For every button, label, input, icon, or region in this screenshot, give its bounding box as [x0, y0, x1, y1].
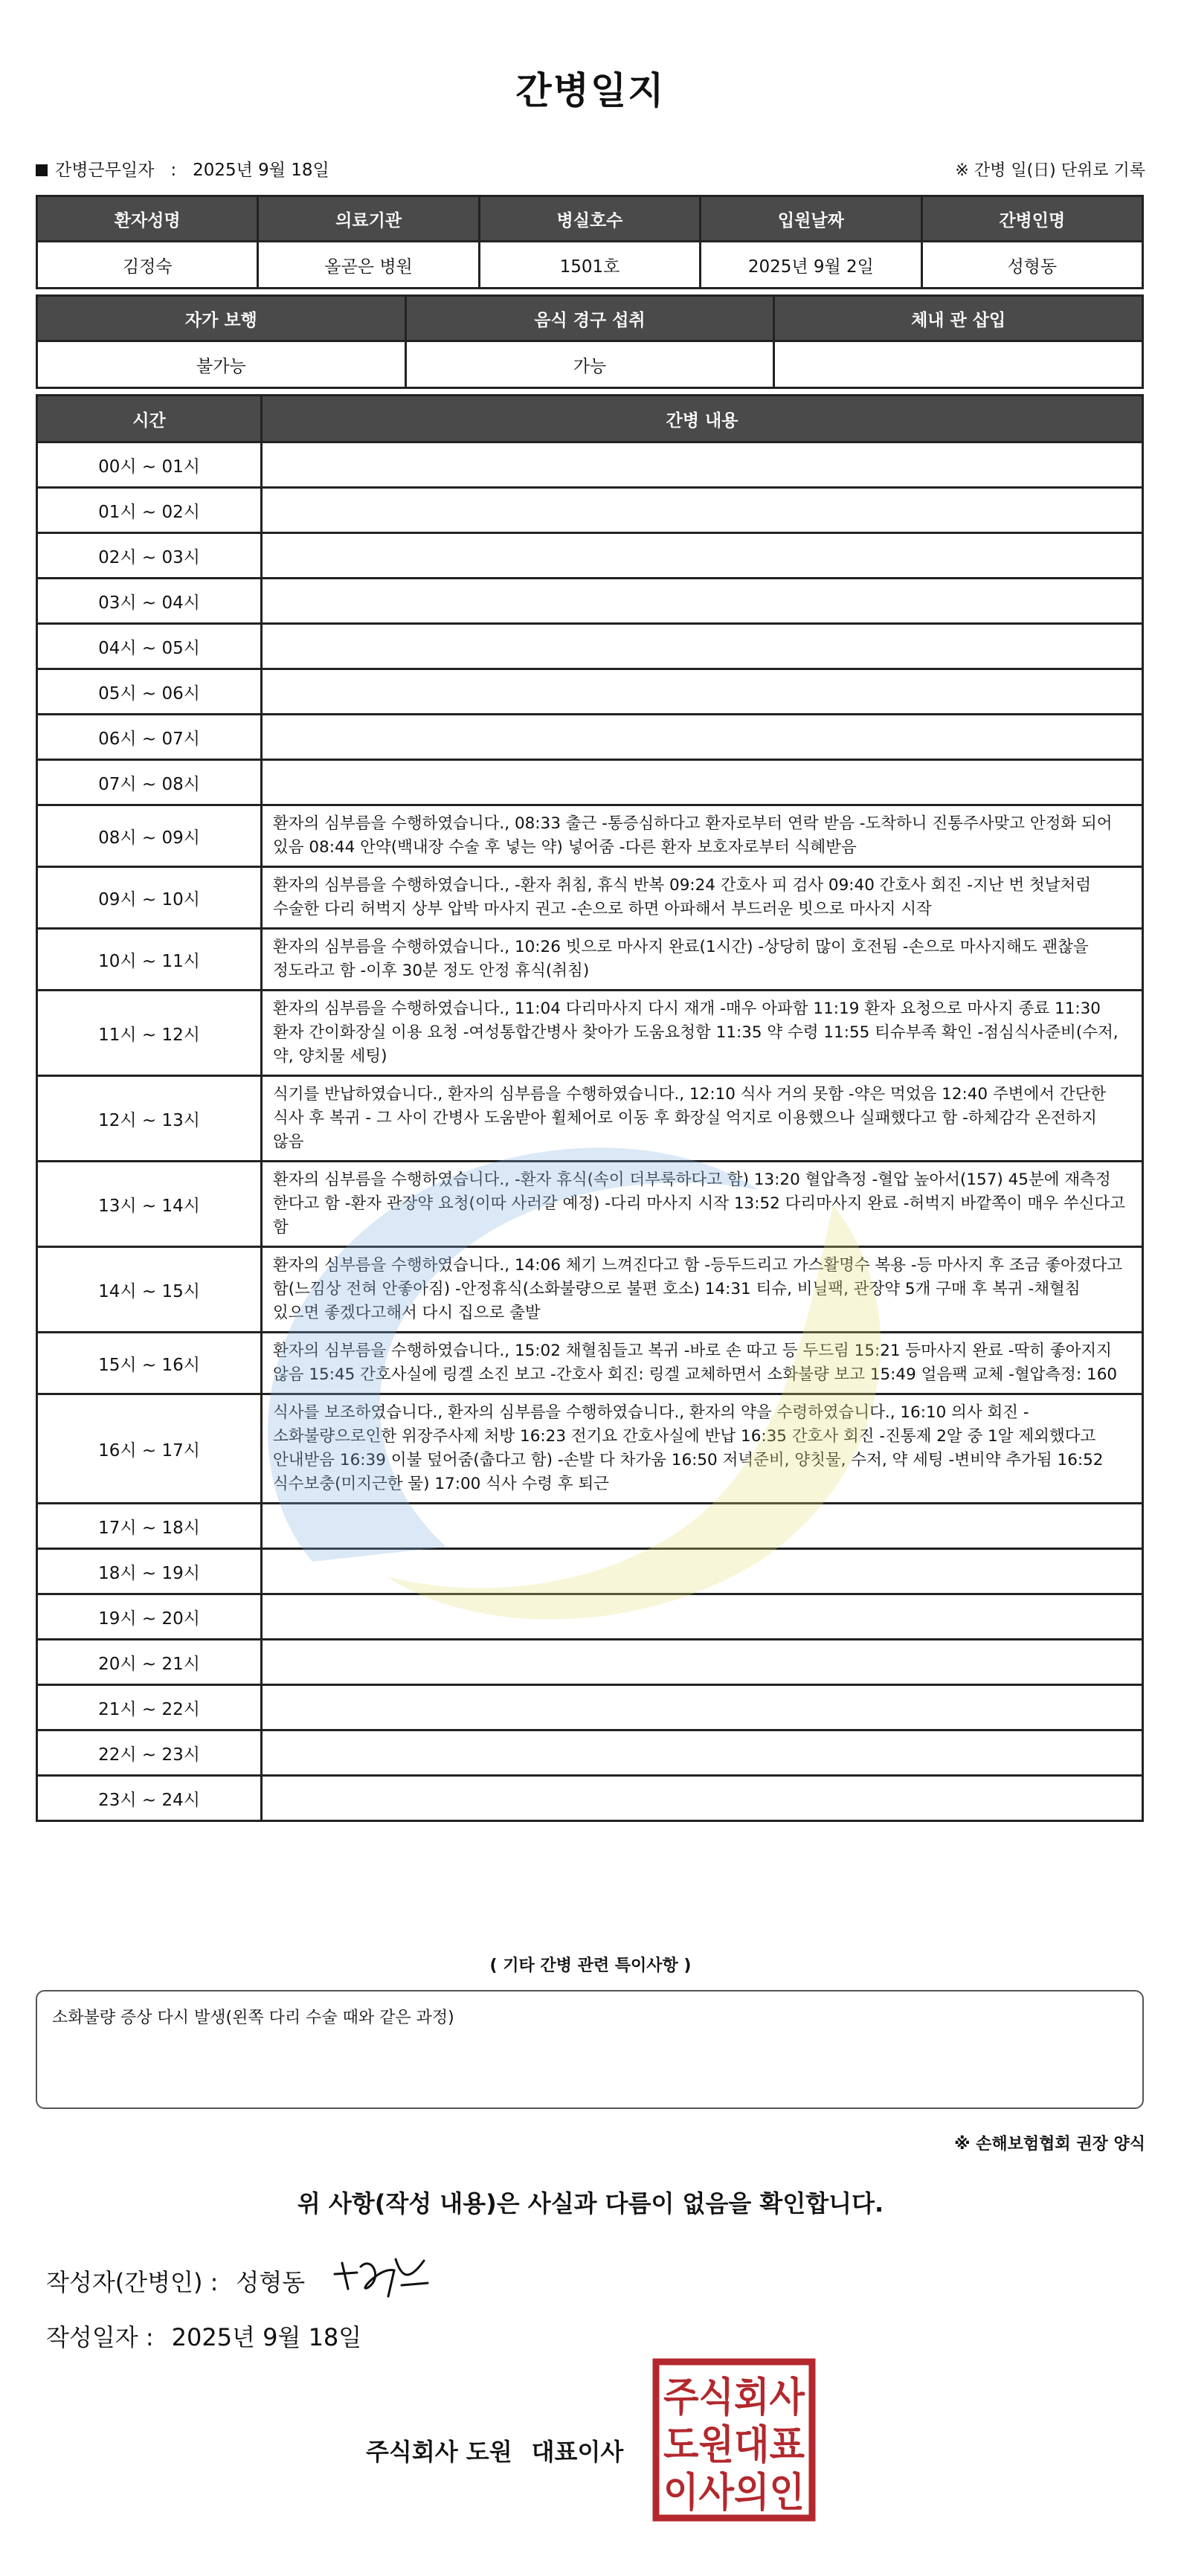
care-log-row [37, 929, 1143, 991]
writer-label: 작성자(간병인) : [46, 2268, 219, 2296]
work-date-value: 2025년 9월 18일 [193, 161, 329, 180]
care-log-row [37, 488, 1143, 533]
care-log-content: 환자의 심부름을 수행하였습니다., 11:04 다리마사지 다시 재개 -매우 아파함 11:19 환자 요청으로 마사지 종료 11:30 환자 간이화장실 이용 요청 -여성통합간병사 찾아가 도움요청함 11:35 약 수령 11:55 티슈부족 확인 -점심식사준비(수저, 약, 양치물 세팅) [262, 991, 1143, 1076]
header-admission-date: 입원날짜 [701, 196, 921, 242]
special-notes-title: ( 기타 간병 관련 특이사항 ) [489, 1957, 692, 1975]
care-log-row [37, 1685, 1143, 1730]
care-log-row [37, 669, 1143, 715]
patient-status-value-row [37, 341, 1143, 388]
care-log-table [36, 394, 1144, 1822]
care-log-row [37, 760, 1143, 805]
care-log-row [37, 867, 1143, 929]
care-log-content [262, 669, 1143, 715]
company-name: 주식회사 도원 [366, 2438, 512, 2466]
care-log-content: 환자의 심부름을 수행하였습니다., 14:06 체기 느껴진다고 함 -등두드리고 가스활명수 복용 -등 마사지 후 조금 좋아졌다고 함(느낌상 전혀 안좋아짐) -안정휴식(소화불량으로 불편 호소) 14:31 티슈, 비닐팩, 관장약 5개 구매 후 복귀 -채혈침 있으면 좋겠다고해서 다시 집으로 출발 [262, 1247, 1143, 1333]
handwritten-signature [327, 2244, 431, 2304]
care-log-time: 07시 ~ 08시 [37, 760, 262, 805]
care-log-row [37, 991, 1143, 1076]
care-log-content [262, 1685, 1143, 1730]
care-log-row [37, 715, 1143, 760]
care-log-row [37, 1549, 1143, 1594]
writer-line [46, 2264, 305, 2298]
company-title: 대표이사 [531, 2438, 624, 2466]
care-log-content [262, 579, 1143, 624]
company-seal-stamp [651, 2357, 817, 2522]
care-log-time: 17시 ~ 18시 [37, 1504, 262, 1549]
written-date-label: 작성일자 : [46, 2323, 154, 2351]
work-date-colon: : [170, 161, 177, 180]
bullet-square-icon [36, 164, 48, 176]
oral-intake-value: 가능 [405, 341, 774, 388]
care-log-time: 01시 ~ 02시 [37, 488, 262, 533]
care-log-time: 16시 ~ 17시 [37, 1394, 262, 1504]
care-log-content [262, 1776, 1143, 1821]
header-caregiver-name: 간병인명 [921, 196, 1142, 242]
care-log-row [37, 1640, 1143, 1685]
care-log-content [262, 442, 1143, 488]
header-tube-insertion: 체내 관 삽입 [774, 296, 1143, 341]
care-log-row [37, 624, 1143, 669]
care-log-content: 환자의 심부름을 수행하였습니다., 08:33 출근 -통증심하다고 환자로부터 연락 받음 -도착하니 진통주사맞고 안정화 되어 있음 08:44 안약(백내장 수술 후 넣는 약) 넣어줌 -다른 환자 보호자로부터 식혜받음 [262, 805, 1143, 867]
record-unit-note: ※ 간병 일(日) 단위로 기록 [955, 161, 1145, 180]
patient-name: 김정숙 [37, 242, 258, 289]
care-log-time: 20시 ~ 21시 [37, 1640, 262, 1685]
care-log-content: 식사를 보조하였습니다., 환자의 심부름을 수행하였습니다., 환자의 약을 수령하였습니다., 16:10 의사 회진 -소화불량으로인한 위장주사제 처방 16:23 전기요 간호사실에 반납 16:35 간호사 회진 -진통제 2알 중 1알 제외했다고 안내받음 16:39 이불 덮어줌(춥다고 함) -손발 다 차가움 16:50 저녁준비, 양칫물, 수저, 약 세팅 -변비약 추가됨 16:52 식수보충(미지근한 물) 17:00 식사 수령 후 퇴근 [262, 1394, 1143, 1504]
care-log-time: 12시 ~ 13시 [37, 1076, 262, 1162]
special-notes-box [36, 1990, 1144, 2109]
care-log-time: 02시 ~ 03시 [37, 533, 262, 579]
patient-info-value-row [37, 242, 1143, 289]
care-log-header-row [37, 396, 1143, 442]
work-date-line [36, 156, 329, 181]
care-log-time: 11시 ~ 12시 [37, 991, 262, 1076]
care-log-content [262, 1640, 1143, 1685]
care-log-content [262, 715, 1143, 760]
care-log-time: 21시 ~ 22시 [37, 1685, 262, 1730]
caregiver-name: 성형동 [921, 242, 1142, 289]
care-log-time: 10시 ~ 11시 [37, 929, 262, 991]
care-log-row [37, 1394, 1143, 1504]
patient-status-header-row [37, 296, 1143, 341]
care-log-row [37, 1247, 1143, 1333]
tube-insertion-value [774, 341, 1143, 388]
care-log-time: 06시 ~ 07시 [37, 715, 262, 760]
room-number: 1501호 [479, 242, 700, 289]
care-log-time: 18시 ~ 19시 [37, 1549, 262, 1594]
care-log-body [37, 442, 1143, 1821]
care-log-time: 08시 ~ 09시 [37, 805, 262, 867]
patient-status-table [36, 294, 1144, 389]
care-log-content [262, 488, 1143, 533]
care-log-content [262, 533, 1143, 579]
seal-line-2: 도원대표 [663, 2421, 805, 2468]
header-room: 병실호수 [479, 196, 700, 242]
header-patient-name: 환자성명 [37, 196, 258, 242]
care-log-row [37, 442, 1143, 488]
header-time: 시간 [37, 396, 262, 442]
care-log-content [262, 1504, 1143, 1549]
confirmation-statement: 위 사항(작성 내용)은 사실과 다름이 없음을 확인합니다. [297, 2189, 884, 2218]
care-log-content [262, 760, 1143, 805]
care-log-content: 환자의 심부름을 수행하였습니다., 10:26 빗으로 마사지 완료(1시간) -상당히 많이 호전됨 -손으로 마사지해도 괜찮을 정도라고 함 -이후 30분 정도 안정 휴식(취침) [262, 929, 1143, 991]
patient-info-header-row [37, 196, 1143, 242]
care-log-time: 14시 ~ 15시 [37, 1247, 262, 1333]
written-date-value: 2025년 9월 18일 [171, 2323, 362, 2351]
company-line [366, 2433, 623, 2467]
care-log-content: 식기를 반납하였습니다., 환자의 심부름을 수행하였습니다., 12:10 식사 거의 못함 -약은 먹었음 12:40 주변에서 간단한 식사 후 복귀 - 그 사이 간병사 도움받아 휠체어로 이동 후 화장실 억지로 이용했으나 실패했다고 함 -하체감각 온전하지 않음 [262, 1076, 1143, 1162]
writer-name: 성형동 [236, 2268, 306, 2296]
header-oral-intake: 음식 경구 섭취 [405, 296, 774, 341]
care-log-time: 23시 ~ 24시 [37, 1776, 262, 1821]
care-log-row [37, 1776, 1143, 1821]
care-log-content: 환자의 심부름을 수행하였습니다., -환자 휴식(속이 더부룩하다고 함) 13:20 혈압측정 -혈압 높아서(157) 45분에 재측정 한다고 함 -환자 관장약 요청(이따 사러갈 예정) -다리 마사지 시작 13:52 다리마사지 완료 -허벅지 바깥쪽이 매우 쑤신다고 함 [262, 1162, 1143, 1247]
care-log-row [37, 1730, 1143, 1776]
care-log-content [262, 1594, 1143, 1640]
form-source-note: ※ 손해보험협회 권장 양식 [954, 2135, 1145, 2154]
patient-info-table [36, 195, 1144, 289]
written-date-line [46, 2319, 361, 2353]
care-log-content: 환자의 심부름을 수행하였습니다., -환자 취침, 휴식 반복 09:24 간호사 피 검사 09:40 간호사 회진 -지난 번 첫날처럼 수술한 다리 허벅지 상부 압박 마사지 권고 -손으로 하면 아파해서 부드러운 빗으로 마사지 시작 [262, 867, 1143, 929]
page-title: 간병일지 [515, 69, 666, 112]
care-log-content [262, 1730, 1143, 1776]
header-self-walking: 자가 보행 [37, 296, 406, 341]
care-log-content [262, 624, 1143, 669]
care-log-row [37, 1076, 1143, 1162]
care-log-time: 09시 ~ 10시 [37, 867, 262, 929]
hospital-name: 올곧은 병원 [258, 242, 479, 289]
care-log-time: 19시 ~ 20시 [37, 1594, 262, 1640]
seal-line-1: 주식회사 [663, 2374, 805, 2421]
care-log-content: 환자의 심부름을 수행하였습니다., 15:02 채혈침들고 복귀 -바로 손 따고 등 두드림 15:21 등마사지 완료 -딱히 좋아지지 않음 15:45 간호사실에 링겔 소진 보고 -간호사 회진: 링겔 교체하면서 소화불량 보고 15:49 얼음팩 교체 -혈압측정: 160 [262, 1333, 1143, 1394]
care-log-row [37, 805, 1143, 867]
care-log-time: 05시 ~ 06시 [37, 669, 262, 715]
seal-line-3: 이사의인 [663, 2469, 805, 2516]
admission-date: 2025년 9월 2일 [701, 242, 921, 289]
care-log-row [37, 1504, 1143, 1549]
self-walking-value: 불가능 [37, 341, 406, 388]
work-date-label: 간병근무일자 [55, 161, 155, 180]
header-care-content: 간병 내용 [262, 396, 1143, 442]
care-log-content [262, 1549, 1143, 1594]
care-log-row [37, 579, 1143, 624]
care-log-time: 00시 ~ 01시 [37, 442, 262, 488]
care-log-time: 13시 ~ 14시 [37, 1162, 262, 1247]
header-hospital: 의료기관 [258, 196, 479, 242]
special-notes-text: 소화불량 증상 다시 발생(왼쪽 다리 수술 때와 같은 과정) [52, 2009, 454, 2027]
care-log-row [37, 1162, 1143, 1247]
care-log-row [37, 533, 1143, 579]
care-log-time: 03시 ~ 04시 [37, 579, 262, 624]
care-log-time: 04시 ~ 05시 [37, 624, 262, 669]
care-log-time: 22시 ~ 23시 [37, 1730, 262, 1776]
care-log-row [37, 1594, 1143, 1640]
care-log-row [37, 1333, 1143, 1394]
care-log-time: 15시 ~ 16시 [37, 1333, 262, 1394]
